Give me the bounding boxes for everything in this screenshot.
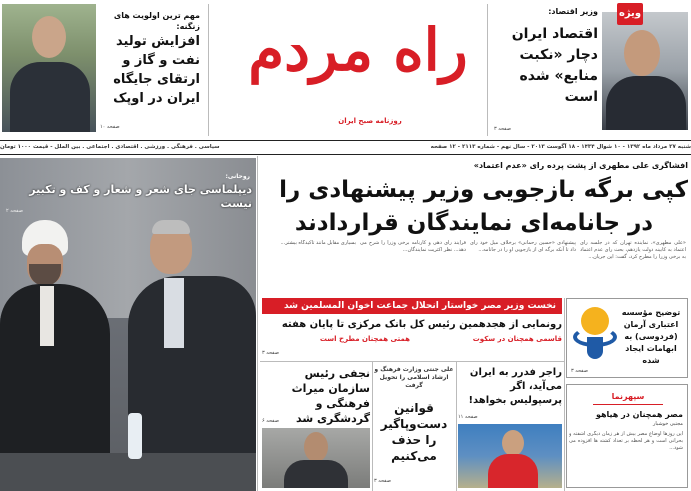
central-bank-page: صفحه ۳ xyxy=(262,350,279,356)
arman-ad-headline: توضیح مؤسسه اعتباری آرمان (فردوسی) به ابهامات ایجاد شده xyxy=(621,308,681,365)
photo-story-headline[interactable]: دیپلماسی جای شعر و شعار و کف و تکبیر نیست xyxy=(29,183,252,210)
divider-stories xyxy=(260,361,564,362)
najafi-photo xyxy=(262,428,370,488)
special-flag: ویژه xyxy=(617,3,643,25)
najafi-page: صفحه ۶ xyxy=(262,418,279,424)
top-left-kicker: مهم ترین اولویت های زنگنه: xyxy=(113,11,200,31)
column-box[interactable] xyxy=(566,384,688,488)
zanganeh-photo xyxy=(2,4,96,132)
date-rule xyxy=(0,154,691,155)
arman-ad[interactable] xyxy=(566,298,688,378)
top-right-kicker: وزیر اقتصاد: xyxy=(548,7,598,16)
jannati-page: صفحه ۳ xyxy=(374,478,391,484)
arman-logo xyxy=(573,307,617,361)
main-story-column-2: پیشنهادی «حسین رحمانی» برخلاف میل خود رای داد تا آنکه برگه ای از بازجویی او را در جانامه... xyxy=(470,240,576,253)
red-headline-bar[interactable] xyxy=(262,298,562,314)
top-rule xyxy=(0,140,691,141)
divider-left xyxy=(257,156,258,491)
column-label: سپهرنما xyxy=(593,389,663,405)
masthead-subtitle: روزنامه صبح ایران xyxy=(338,117,402,125)
najafi-headline[interactable]: نجفی رئیس سازمان میراث فرهنگی و گردشگری شد xyxy=(291,367,370,425)
main-story-column-1: «علی مطهری»، نماینده تهران که در جلسه رای اعتماد به کابینه دولت یازدهم، بحث رای عدم اعتماد به برخی وزرا را مطرح کرد، گفت: این جریان... xyxy=(580,240,686,260)
masthead-title: راه مردم xyxy=(248,16,468,84)
column-text: این روزها اوضاع مصر بیش از هر زمان دیگری آشفته و بحرانی است و هر لحظه بر تعداد کشته ها افزوده می شود... xyxy=(569,431,683,451)
federer-page: صفحه ۱۱ xyxy=(458,414,478,420)
main-story-column-3: فرایند رای دهی و کارنامه برخی وزرا را شرح می دهد... نظر اکثریت نمایندگان... xyxy=(360,240,466,253)
main-story-headline-2[interactable]: در جانامه‌ای نمایندگان قراردادند xyxy=(294,210,654,236)
photo-story-kicker: روحانی: xyxy=(225,173,250,180)
economy-minister-photo xyxy=(602,12,688,130)
top-left-headline[interactable]: افزایش تولید نفت و گاز و ارتقای جایگاه ایران در اوپک xyxy=(113,34,200,106)
arman-ad-page: صفحه ۳ xyxy=(571,368,588,374)
top-right-page: صفحه ۳ xyxy=(494,126,511,132)
sections-line: سیاسی . فرهنگی . ورزشی . اقتصادی . اجتماعی . بین الملل - قیمت ۱۰۰۰ تومان xyxy=(0,144,220,150)
divider-top-left xyxy=(208,4,209,136)
jannati-headline[interactable]: قوانین دست‌وپاگیر را حذف می‌کنیم xyxy=(380,401,448,463)
red-headline: نخست وزیر مصر خواستار انحلال جماعت اخوان المسلمین شد xyxy=(283,301,556,311)
divider-top-right xyxy=(487,4,488,136)
main-story-kicker: افشاگری علی مطهری از پشت پرده رای «عدم اعتماد» xyxy=(473,161,688,170)
federer-headline[interactable]: راجر فدرر به ایران می‌آید، اگر پرسپولیس بخواهد! xyxy=(468,367,562,406)
divider-federer xyxy=(456,362,457,491)
qasemi-headline[interactable]: قاسمی همچنان در سکوت xyxy=(472,335,562,343)
column-headline: مصر همچنان در هیاهو xyxy=(595,410,683,419)
hemmati-headline[interactable]: همتی همچنان مطرح است xyxy=(319,335,410,343)
divider-ad xyxy=(564,298,565,491)
top-left-page: صفحه ۱۰ xyxy=(100,124,120,130)
photo-story-page: صفحه ۲ xyxy=(6,208,23,214)
top-right-headline[interactable]: اقتصاد ایران دچار «نکبت منابع» شده است xyxy=(511,26,598,105)
federer-photo xyxy=(458,424,562,488)
jannati-kicker: علی جنتی وزارت فرهنگ و ارشاد اسلامی را تحویل گرفت xyxy=(374,366,454,389)
main-story-column-4: بسیاری مقابل مانند تاکیدگاه بیشتر... xyxy=(280,240,356,246)
divider-jannati xyxy=(372,362,373,491)
central-bank-headline[interactable]: رونمایی از هجدهمین رئیس کل بانک مرکزی تا پایان هفته xyxy=(281,319,562,330)
date-line: شنبه ۲۷ مرداد ماه ۱۳۹۲ - ۱۰ شوال ۱۴۳۴ - ۱۸ آگوست ۲۰۱۳ - سال نهم - شماره ۲۱۱۳ - ۱۲ صفحه xyxy=(430,144,691,150)
column-author: مجتبی خوشبار xyxy=(653,421,683,427)
main-story-headline-1[interactable]: کپی برگه بازجویی وزیر پیشنهادی را xyxy=(279,177,688,203)
